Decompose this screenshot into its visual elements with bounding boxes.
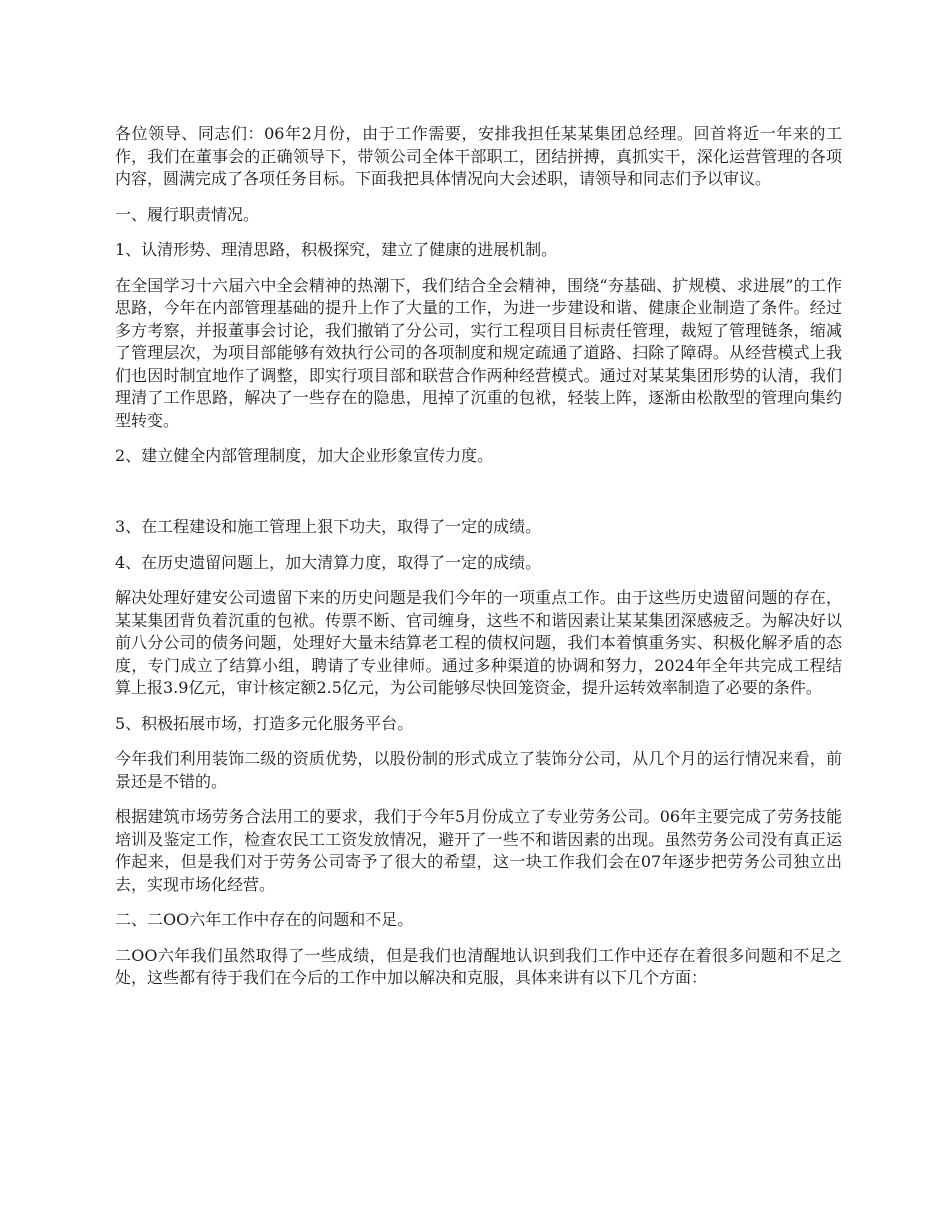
subheading-5: 5、积极拓展市场，打造多元化服务平台。 bbox=[115, 713, 414, 733]
document-body bbox=[115, 123, 842, 1003]
body-paragraph: 在全国学习十六届六中全会精神的热潮下，我们结合全会精神，围绕“夯基础、扩规模、求进展”的工作思路，今年在内部管理基础的提升上作了大量的工作，为进一步建设和谐、健康企业制造了条件。经过多方考察，并报董事会讨论，我们撤销了分公司，实行工程项目目标责任管理，裁短了管理链条，缩减了管理层次，为项目部能够有效执行公司的各项制度和规定疏通了道路、扫除了障碍。从经营模式上我们也因时制宜地作了调整，即实行项目部和联营合作两种经营模式。通过对某某集团形势的认清，我们理清了工作思路，解决了一些存在的隐患，甩掉了沉重的包袱，轻装上阵，逐渐由松散型的管理向集约型转变。 bbox=[115, 275, 842, 430]
intro-paragraph: 各位领导、同志们：06年2月份，由于工作需要，安排我担任某某集团总经理。回首将近一年来的工作，我们在董事会的正确领导下，带领公司全体干部职工，团结拼搏，真抓实干，深化运营管理的各项内容，圆满完成了各项任务目标。下面我把具体情况向大会述职，请领导和同志们予以审议。 bbox=[115, 124, 842, 188]
body-paragraph: 解决处理好建安公司遗留下来的历史问题是我们今年的一项重点工作。由于这些历史遗留问题的存在，某某集团背负着沉重的包袱。传票不断、官司缠身，这些不和谐因素让某某集团深感疲乏。为解决好以前八分公司的债务问题，处理好大量未结算老工程的债权问题，我们本着慎重务实、积极化解矛盾的态度，专门成立了结算小组，聘请了专业律师。通过多种渠道的协调和努力，2024年全年共完成工程结算上报3.9亿元，审计核定额2.5亿元，为公司能够尽快回笼资金，提升运转效率制造了必要的条件。 bbox=[115, 588, 842, 697]
blank-line bbox=[115, 481, 842, 504]
body-paragraph: 二OO六年我们虽然取得了一些成绩，但是我们也清醒地认识到我们工作中还存在着很多问题和不足之处，这些都有待于我们在今后的工作中加以解决和克服，具体来讲有以下几个方面： bbox=[115, 945, 842, 987]
subheading-1: 1、认清形势、理清思路，积极探究，建立了健康的进展机制。 bbox=[115, 240, 558, 259]
body-paragraph: 根据建筑市场劳务合法用工的要求，我们于今年5月份成立了专业劳务公司。06年主要完成了劳务技能培训及鉴定工作，检查农民工工资发放情况，避开了一些不和谐因素的出现。虽然劳务公司没有真正运作起来，但是我们对于劳务公司寄予了很大的希望，这一块工作我们会在07年逐步把劳务公司独立出去，实现市场化经营。 bbox=[115, 807, 842, 894]
subheading-4: 4、在历史遗留问题上，加大清算力度，取得了一定的成绩。 bbox=[115, 552, 542, 572]
body-paragraph: 今年我们利用装饰二级的资质优势，以股份制的形式成立了装饰分公司，从几个月的运行情况来看，前景还是不错的。 bbox=[115, 749, 842, 791]
subheading-3: 3、在工程建设和施工管理上狠下功夫，取得了一定的成绩。 bbox=[115, 517, 542, 536]
section-heading-2: 二、二OO六年工作中存在的问题和不足。 bbox=[115, 910, 414, 929]
section-heading-1: 一、履行职责情况。 bbox=[115, 204, 260, 224]
subheading-2: 2、建立健全内部管理制度，加大企业形象宣传力度。 bbox=[115, 446, 494, 465]
